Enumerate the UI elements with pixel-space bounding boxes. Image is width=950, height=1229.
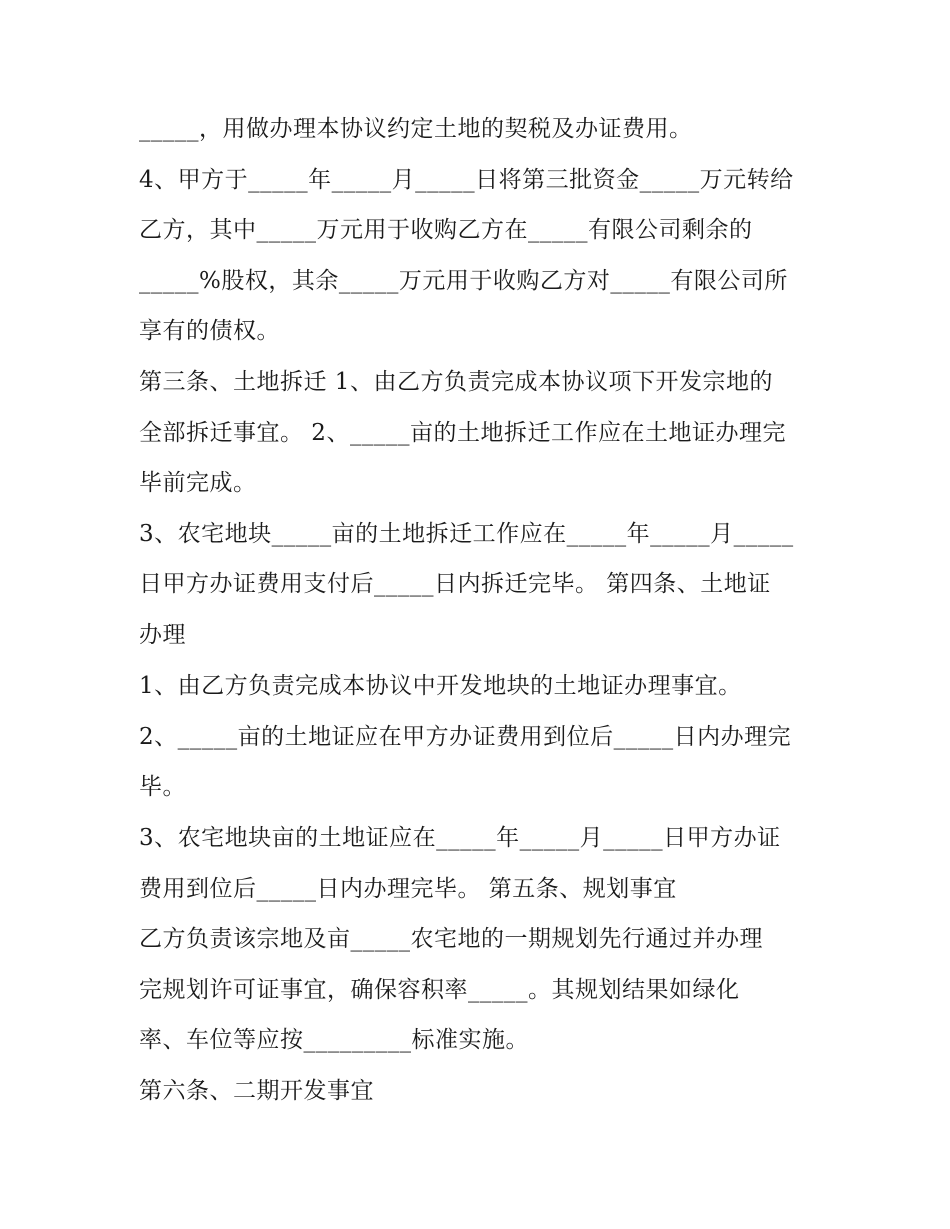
- paragraph-line: 率、车位等应按_________标准实施。: [139, 1027, 529, 1053]
- paragraph-line: 乙方，其中_____万元用于收购乙方在_____有限公司剩余的: [139, 217, 753, 243]
- paragraph-line: 费用到位后_____日内办理完毕。 第五条、规划事宜: [139, 876, 677, 902]
- paragraph-line: 全部拆迁事宜。 2、_____亩的土地拆迁工作应在土地证办理完: [139, 420, 786, 446]
- paragraph-line: 毕。: [139, 774, 186, 800]
- paragraph-line: 享有的债权。: [139, 318, 280, 344]
- paragraph-line: 4、甲方于_____年_____月_____日将第三批资金_____万元转给: [139, 167, 794, 193]
- paragraph-line: 3、农宅地块_____亩的土地拆迁工作应在_____年_____月_____: [139, 521, 794, 547]
- section-heading-line: 第三条、土地拆迁 1、由乙方负责完成本协议项下开发宗地的: [139, 369, 773, 395]
- paragraph-line: 完规划许可证事宜，确保容积率_____。其规划结果如绿化: [139, 977, 740, 1003]
- paragraph-line: 3、农宅地块亩的土地证应在_____年_____月_____日甲方办证: [139, 825, 781, 851]
- paragraph-line: 毕前完成。: [139, 470, 257, 496]
- paragraph-line: _____%股权，其余_____万元用于收购乙方对_____有限公司所: [139, 268, 788, 294]
- paragraph-line: 1、由乙方负责完成本协议中开发地块的土地证办理事宜。: [139, 673, 742, 699]
- paragraph-line: _____，用做办理本协议约定土地的契税及办证费用。: [139, 116, 693, 142]
- paragraph-line: 日甲方办证费用支付后_____日内拆迁完毕。 第四条、土地证: [139, 571, 771, 597]
- section-heading-line: 办理: [139, 622, 186, 648]
- paragraph-line: 2、_____亩的土地证应在甲方办证费用到位后_____日内办理完: [139, 724, 792, 750]
- paragraph-line: 乙方负责该宗地及亩_____农宅地的一期规划先行通过并办理: [139, 926, 763, 952]
- section-heading-line: 第六条、二期开发事宜: [139, 1078, 374, 1104]
